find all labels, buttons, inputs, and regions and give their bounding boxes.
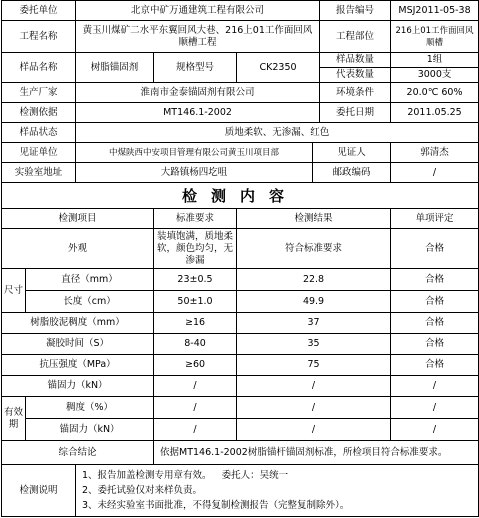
maker-label: 生产厂家 (2, 83, 76, 103)
date-value: 2011.05.25 (391, 103, 479, 123)
model-value: CK2350 (237, 53, 320, 83)
state-label: 样品状态 (2, 123, 76, 143)
gel-time-verdict: 合格 (391, 334, 479, 355)
client-value: 北京中矿万通建筑工程有限公司 (76, 1, 320, 21)
notes-label: 检测说明 (2, 465, 76, 517)
compressive-strength-result: 75 (237, 355, 391, 376)
client-signature-name: 吴统一 (259, 470, 289, 481)
basis-label: 检测依据 (2, 103, 76, 123)
rep-qty-label: 代表数量 (320, 68, 391, 83)
project-value: 黄玉川煤矿二水平东翼回风大巷、216上01工作面回风顺槽工程 (76, 21, 320, 53)
witness-unit-label: 见证单位 (2, 143, 76, 163)
column-header-item: 检测项目 (2, 209, 154, 229)
basis-value: MT146.1-2002 (76, 103, 320, 123)
resin-consistency-label: 树脂胶泥稠度（mm） (2, 313, 154, 334)
diameter-label: 直径（mm） (26, 269, 154, 291)
model-label: 规格型号 (154, 53, 237, 83)
maker-value: 淮南市金泰锚固剂有限公司 (76, 83, 320, 103)
validity-consistency-requirement: / (154, 397, 237, 419)
env-value: 20.0℃ 60% (391, 83, 479, 103)
length-label: 长度（cm） (26, 291, 154, 313)
client-label: 委托单位 (2, 1, 76, 21)
diameter-verdict: 合格 (391, 269, 479, 291)
gel-time-requirement: 8-40 (154, 334, 237, 355)
notes-line-1-text: 1、报告加盖检测专用章有效。 (82, 470, 212, 481)
gel-time-result: 35 (237, 334, 391, 355)
anchor-force-label: 锚固力（kN） (2, 376, 154, 397)
compressive-strength-label: 抗压强度（MPa） (2, 355, 154, 376)
notes-body (76, 465, 479, 517)
postcode-value: / (391, 163, 479, 183)
report-no-value: MSJ2011-05-38 (391, 1, 479, 21)
column-header-result: 检测结果 (237, 209, 391, 229)
length-result: 49.9 (237, 291, 391, 313)
witness-value: 郭清杰 (391, 143, 479, 163)
project-label: 工程名称 (2, 21, 76, 53)
rep-qty-value: 3000支 (391, 68, 479, 83)
sample-value: 树脂锚固剂 (76, 53, 154, 83)
resin-consistency-requirement: ≥16 (154, 313, 237, 334)
column-header-requirement: 标准要求 (154, 209, 237, 229)
conclusion-text: 依据MT146.1-2002树脂锚杆锚固剂标准，所检项目符合标准要求。 (154, 441, 479, 465)
appearance-result: 符合标准要求 (237, 229, 391, 269)
validity-anchor-force-result: / (237, 419, 391, 441)
validity-anchor-force-label: 锚固力（kN） (26, 419, 154, 441)
qty-label: 样品数量 (320, 53, 391, 68)
appearance-label: 外观 (2, 229, 154, 269)
validity-consistency-verdict: / (391, 397, 479, 419)
diameter-requirement: 23±0.5 (154, 269, 237, 291)
validity-consistency-result: / (237, 397, 391, 419)
anchor-force-requirement: / (154, 376, 237, 397)
notes-line-3: 3、未经实验室书面批准，不得复制检测报告（完整复制除外）。 (82, 500, 350, 511)
gel-time-label: 凝胶时间（S） (2, 334, 154, 355)
witness-label: 见证人 (313, 143, 391, 163)
lab-address-value: 大路镇杨四圪咀 (76, 163, 313, 183)
date-label: 委托日期 (320, 103, 391, 123)
witness-unit-value: 中煤陕西中安项目管理有限公司黄玉川项目部 (76, 143, 313, 163)
notes-line-1 (82, 468, 476, 483)
validity-anchor-force-requirement: / (154, 419, 237, 441)
site-label: 工程部位 (320, 21, 391, 53)
postcode-label: 邮政编码 (313, 163, 391, 183)
compressive-strength-requirement: ≥60 (154, 355, 237, 376)
section-title: 检测内容 (2, 183, 479, 209)
validity-group-label: 有效期 (2, 397, 26, 441)
appearance-requirement: 装填饱满，质地柔软，颜色均匀，无渗漏 (154, 229, 237, 269)
compressive-strength-verdict: 合格 (391, 355, 479, 376)
size-group-label: 尺寸 (2, 269, 26, 313)
resin-consistency-result: 37 (237, 313, 391, 334)
anchor-force-verdict: / (391, 376, 479, 397)
validity-consistency-label: 稠度（%） (26, 397, 154, 419)
column-header-verdict: 单项评定 (391, 209, 479, 229)
site-value: 216上01工作面回风顺槽 (391, 21, 479, 53)
lab-address-label: 实验室地址 (2, 163, 76, 183)
report-table (1, 0, 479, 517)
state-value: 质地柔软、无渗漏、红色 (76, 123, 479, 143)
report-no-label: 报告编号 (320, 1, 391, 21)
resin-consistency-verdict: 合格 (391, 313, 479, 334)
conclusion-label: 综合结论 (2, 441, 154, 465)
qty-value: 1组 (391, 53, 479, 68)
sample-label: 样品名称 (2, 53, 76, 83)
length-requirement: 50±1.0 (154, 291, 237, 313)
anchor-force-result: / (237, 376, 391, 397)
length-verdict: 合格 (391, 291, 479, 313)
client-signature-label: 委托人： (221, 470, 260, 481)
client-signature (222, 470, 289, 481)
notes-line-2: 2、委托试验仅对来样负责。 (82, 485, 203, 496)
env-label: 环境条件 (320, 83, 391, 103)
appearance-verdict: 合格 (391, 229, 479, 269)
diameter-result: 22.8 (237, 269, 391, 291)
validity-anchor-force-verdict: / (391, 419, 479, 441)
